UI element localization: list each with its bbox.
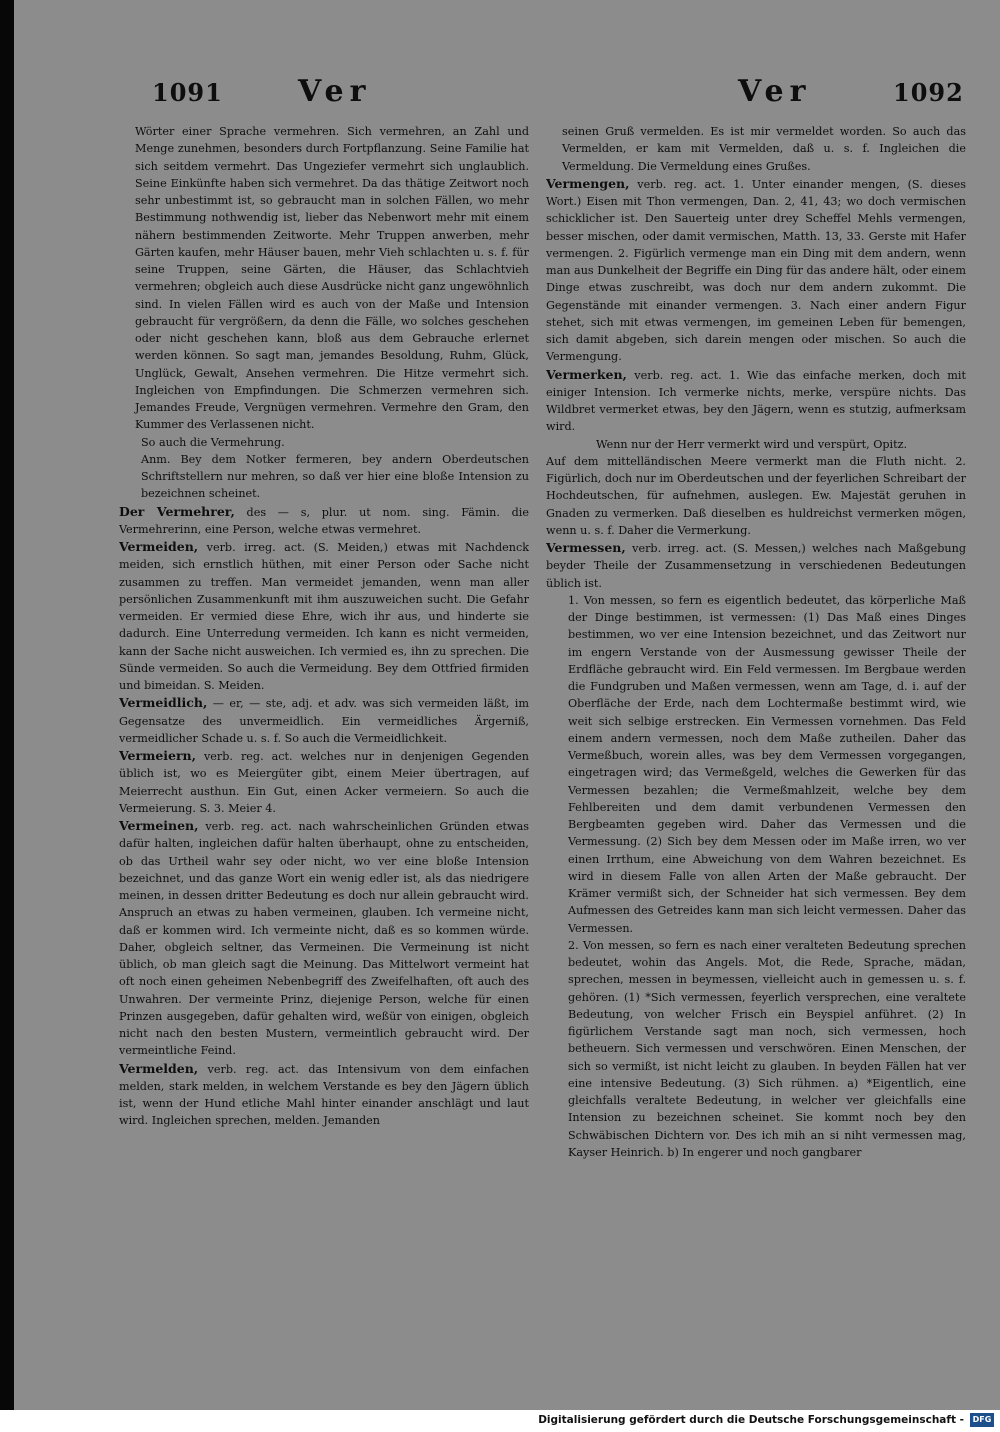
paragraph (546, 436, 966, 453)
dfg-logo: DFG (970, 1413, 994, 1427)
entry-text: So auch die Vermehrung. (141, 435, 285, 449)
entry-text: Anm. Bey dem Notker fermeren, bey andern Oberdeutschen Schriftstellern nur mehren, so daß ver hier eine bloße Intension zu bezeichnen scheinet. (141, 452, 529, 501)
dictionary-entry (119, 747, 529, 817)
paragraph (546, 937, 966, 1161)
dictionary-entry (546, 539, 966, 592)
paragraph (119, 451, 529, 503)
catchword-right: Ver (738, 74, 812, 109)
headword: Vermengen, (546, 175, 630, 191)
page-number-right: 1092 (893, 78, 964, 107)
left-column (119, 123, 529, 1223)
entry-text: Auf dem mittelländischen Meere vermerkt man die Fluth nicht. 2. Figürlich, doch nur im Oberdeutschen und der feyerlichen Schreibart der Hochdeutschen, für aufnehmen, auslegen. Ew. Majestät geruhen in Gnaden zu vermerken. Daß dieselben es huldreichst vermerken mögen, wenn u. s. f. Daher die Vermerkung. (546, 454, 966, 537)
entry-text: 1. Von messen, so fern es eigentlich bedeutet, das körperliche Maß der Dinge bestimmen, ist vermessen: (1) Das Maß eines Dinges bestimmen, wo ver eine Intension bezeichnet, und das Zeitwort nur im engern Verstande von der Ausmessung gewisser Theile der Erdfläche gebraucht wird. Ein Feld vermessen. Im Bergbaue werden die Fundgruben und Maßen vermessen, wenn am Tage, d. i. auf der Oberfläche der Erde, nach dem Lochtermaße bestimmt wird, wie weit sich selbige erstrecken. Ein Vermessen vornehmen. Das Feld einem andern vermessen, noch dem Maße zutheilen. Daher das Vermeßbuch, worein alles, was bey dem Vermessen vorgegangen, eingetragen wird; das Vermeßgeld, welches die Gewerken für das Vermessen bezahlen; die Vermeßmahlzeit, welche bey dem Fehlbereiten und dem damit verbundenen Vermessen den Bergbeamten gegeben wird. Daher das Vermessen und die Vermessung. (2) Sich bey dem Messen oder im Maße irren, wo ver einen Irrthum, eine Abweichung von dem Wahren bezeichnet. Es wird in diesem Falle von allen Arten der Maße gebraucht. Der Krämer vermißt sich, der Schneider hat sich vermessen. Bey dem Aufmessen des Getreides kann man sich leicht vermessen. Daher das Vermessen. (568, 593, 966, 935)
footer-bar (0, 1410, 1000, 1432)
entry-text: verb. reg. act. 1. Wie das einfache merken, doch mit einiger Intension. Ich vermerke nichts, merke, verspüre nichts. Das Wildbret vermerket etwas, bey den Jägern, wenn es stutzig, aufmerksam wird. (546, 368, 966, 434)
funding-notice: Digitalisierung gefördert durch die Deutsche Forschungsgemeinschaft - (538, 1414, 964, 1426)
headword: Vermeinen, (119, 818, 199, 833)
dictionary-entry (119, 1060, 529, 1130)
dictionary-entry (546, 175, 966, 366)
catchword-left: Ver (298, 74, 372, 109)
entry-text: seinen Gruß vermelden. Es ist mir vermeldet worden. So auch das Vermelden, er kam mit Vermelden, daß u. s. f. Ingleichen die Vermeldung. Die Vermeldung eines Grußes. (562, 125, 966, 173)
dictionary-entry (119, 538, 529, 694)
headword: Vermeiern, (119, 748, 196, 763)
paragraph (119, 434, 529, 451)
entry-text: des — s, plur. ut nom. sing. Fämin. die Vermehrerinn, eine Person, welche etwas vermehret. (119, 505, 529, 536)
page-number-left: 1091 (152, 78, 223, 107)
paragraph (546, 123, 966, 175)
entry-text: — er, — ste, adj. et adv. was sich vermeiden läßt, im Gegensatze des unvermeidlich. Ein vermeidliches Ärgerniß, vermeidlicher Schade u. s. f. So auch die Vermeidlichkeit. (119, 697, 529, 745)
dictionary-entry (119, 694, 529, 747)
headword: Vermeiden, (119, 539, 199, 554)
paragraph (546, 453, 966, 539)
dictionary-entry (546, 366, 966, 436)
headword: Vermelden, (119, 1060, 199, 1076)
entry-text: verb. irreg. act. (S. Messen,) welches nach Maßgebung beyder Theile der Zusammensetzung in verschiedenen Bedeutungen üblich ist. (546, 542, 966, 590)
entry-text: Wörter einer Sprache vermehren. Sich vermehren, an Zahl und Menge zunehmen, besonders durch Fortpflanzung. Seine Familie hat sich seitdem vermehrt. Das Ungeziefer vermehrt sich unglaublich. Seine Einkünfte haben sich vermehret. Da das thätige Zeitwort noch sehr unbestimmt ist, so gebraucht man in solchen Fällen, wo mehr Bestimmung nothwendig ist, lieber das Nebenwort mehr mit einem nähern bestimmenden Zeitworte. Mehr Truppen anwerben, mehr Gärten kaufen, mehr Häuser bauen, mehr Vieh schlachten u. s. f. für seine Truppen, seine Gärten, die Häuser, das Schlachtvieh vermehren; obgleich auch diese Ausdrücke nicht ganz ungewöhnlich sind. In vielen Fällen wird es auch von der Maße und Intension gebraucht für vergrößern, da denn die Fälle, wo solches geschehen oder nicht geschehen kann, bloß aus dem Gebrauche erlernet werden können. So sagt man, jemandes Besoldung, Ruhm, Glück, Unglück, Gewalt, Ansehen vermehren. Die Hitze vermehrt sich. Ingleichen von Empfindungen. Die Schmerzen vermehren sich. Jemandes Freude, Vergnügen vermehren. Vermehre den Gram, den Kummer des Verlassenen nicht. (135, 125, 529, 432)
right-column (546, 123, 966, 1223)
entry-text: verb. irreg. act. (S. Meiden,) etwas mit Nachdenck meiden, sich ernstlich hüthen, mit einer Person oder Sache nicht zusammen zu treffen. Man vermeidet jemanden, wenn man aller persönlichen Zusammenkunft mit ihm auszuweichen sucht. Die Gefahr vermeiden. Er vermied diese Ehre, wich ihr aus, und hinderte sie dadurch. Eine Unterredung vermeiden. Ich kann es nicht vermeiden, kann der Sache nicht ausweichen. Ich vermied es, ihn zu sprechen. Die Sünde vermeiden. So auch die Vermeidung. Bey dem Ottfried firmiden und bimeidan. S. Meiden. (119, 541, 529, 692)
page-header (0, 74, 1000, 118)
headword: Vermerken, (546, 366, 627, 382)
paragraph (546, 592, 966, 937)
paragraph (119, 123, 529, 434)
scan-edge (0, 0, 14, 1410)
entry-text: 2. Von messen, so fern es nach einer veralteten Bedeutung sprechen bedeutet, wohin das Angels. Mot, die Rede, Sprache, mädan, sprechen, messen in beymessen, vielleicht auch in gemessen u. s. f. gehören. (1) *Sich vermessen, feyerlich versprechen, eine veraltete Bedeutung, von welcher Frisch ein Beyspiel anführet. (2) In figürlichem Verstande sagt man noch, sich vermessen, hoch betheuern. Sich vermessen und verschwören. Einen Menschen, der sich so vermißt, ist nicht leicht zu glauben. In beyden Fällen hat ver eine intensive Bedeutung. (3) Sich rühmen. a) *Eigentlich, eine gleichfalls veraltete Bedeutung, in welcher ver gleichfalls eine Intension zu bezeichnen scheinet. Sie kommt noch bey den Schwäbischen Dichtern vor. Des ich mih an si niht vermessen mag, Kayser Heinrich. b) In engerer und noch gangbarer (568, 938, 966, 1159)
entry-text: verb. reg. act. 1. Unter einander mengen, (S. dieses Wort.) Eisen mit Thon vermengen, Dan. 2, 41, 43; wo doch vermischen schicklicher ist. Den Sauerteig unter drey Scheffel Mehls vermengen, besser mischen, oder damit vermischen, Matth. 13, 33. Gerste mit Hafer vermengen. 2. Figürlich vermenge man ein Ding mit dem andern, wenn man aus Dunkelheit der Begriffe ein Ding für das andere hält, oder einem Dinge etwas zuschreibt, was doch nur dem andern zukommt. Die Gegenstände mit einander vermengen. 3. Nach einer andern Figur stehet, sich mit etwas vermengen, im gemeinen Leben für bemengen, sich damit abgeben, sich darein mengen oder mischen. So auch die Vermengung. (546, 177, 966, 364)
headword: Der Vermehrer, (119, 503, 235, 519)
headword: Vermeidlich, (119, 695, 208, 711)
dictionary-entry (119, 817, 529, 1060)
entry-text: verb. reg. act. nach wahrscheinlichen Gründen etwas dafür halten, ingleichen dafür halten überhaupt, ohne zu entscheiden, ob das Urtheil wahr sey oder nicht, wo ver eine bloße Intension bezeichnet, und das ganze Wort ein wenig edler ist, als das niedrigere meinen, in dessen dritter Bedeutung es doch nur allein gebraucht wird. Anspruch an etwas zu haben vermeinen, glauben. Ich vermeine nicht, daß er kommen wird. Ich vermeinte nicht, daß es so kommen würde. Daher, obgleich seltner, das Vermeinen. Die Vermeinung ist nicht üblich, ob man gleich sagt die Meinung. Das Mittelwort vermeint hat oft noch einen geheimen Nebenbegriff des Zweifelhaften, oft auch des Unwahren. Der vermeinte Prinz, diejenige Person, welche für einen Prinzen ausgegeben, dafür gehalten wird, weßür von einigen, obgleich nicht nach den besten Mustern, vermeintlich gebraucht wird. Der vermeintliche Feind. (119, 820, 529, 1058)
entry-text: verb. reg. act. welches nur in denjenigen Gegenden üblich ist, wo es Meiergüter gibt, einem Meier übertragen, auf Meierrecht austhun. Ein Gut, einen Acker vermeiern. So auch die Vermeierung. S. 3. Meier 4. (119, 750, 529, 815)
entry-text: verb. reg. act. das Intensivum von dem einfachen melden, stark melden, in welchem Verstande es bey den Jägern üblich ist, wenn der Hund etliche Mahl hinter einander anschlägt und laut wird. Ingleichen sprechen, melden. Jemanden (119, 1062, 529, 1128)
entry-text: Wenn nur der Herr vermerkt wird und verspürt, Opitz. (596, 437, 908, 451)
dictionary-entry (119, 503, 529, 539)
headword: Vermessen, (546, 540, 626, 555)
